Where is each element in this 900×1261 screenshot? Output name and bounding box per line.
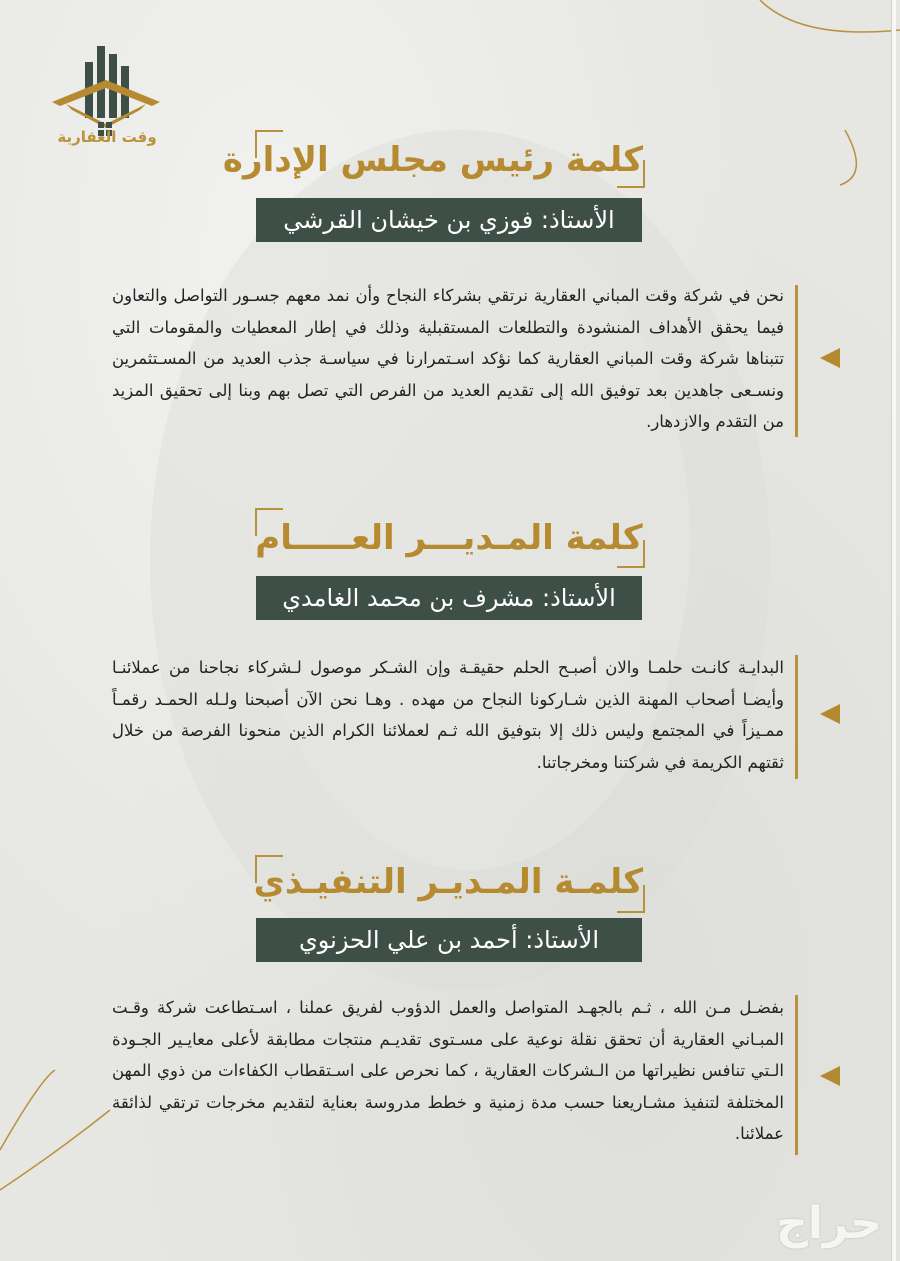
gm-heading: كلمة المـديـــر العـــــام	[255, 518, 643, 558]
chairman-heading: كلمة رئيس مجلس الإدارة	[222, 140, 643, 180]
ceo-name-bar: الأستاذ: أحمد بن علي الحزنوي	[256, 918, 642, 962]
gm-name-bar: الأستاذ: مشرف بن محمد الغامدي	[256, 576, 642, 620]
gold-divider	[795, 995, 798, 1155]
gold-triangle-icon	[820, 1066, 840, 1086]
gold-triangle-icon	[820, 348, 840, 368]
page-edge	[891, 0, 896, 1261]
logo-text: وقت العقارية	[57, 128, 157, 146]
gm-message: البدايـة كانـت حلمـا والان أصبـح الحلم حقيقـة وإن الشـكر موصول لـشركاء نجاحنا من عملائنـا وأيضـا أصحاب المهنة الذين شـاركونا النجاح من مهده . وهـا نحن الآن أصبحنا ولـله الحمـد رقمـاً ممـيزاً في المجتمع وليس ذلك إلا بتوفيق الله ثـم لعملائنا الكرام الذين منحونا الفرصة من خلال ثقتهم الكريمة في شركتنا ومخرجاتنا.	[112, 658, 784, 772]
ceo-heading: كلمـة المـديـر التنفيـذي	[253, 862, 643, 902]
gold-divider	[795, 285, 798, 437]
chairman-name-bar: الأستاذ: فوزي بن خيشان القرشي	[256, 198, 642, 242]
chairman-message: نحن في شركة وقت المباني العقارية نرتقي بشركاء النجاح وأن نمد معهم جسـور التواصل والتعاون فيما يحقق الأهداف المنشودة والتطلعات المستقبلية وذلك في إطار المعطيات والمقومات التي تتبناها شركة وقت المباني العقارية كما نؤكد اسـتمرارنا في سياسـة جذب العديد من المسـتثمرين ونسـعى جاهدين بعد توفيق الله إلى تقديم العديد من الفرص التي تصل بهم وبنا إلى تحقيق المزيد من التقدم والازدهار.	[112, 286, 784, 431]
ceo-message: بفضـل مـن الله ، ثـم بالجهـد المتواصل والعمل الدؤوب لفريق عملنا ، اسـتطاعت شركة وقـت المبـاني العقارية أن تحقق نقلة نوعية على مسـتوى تقديـم منتجات مطابقة لأعلى معايـير الجـودة الـتي تنافس نظيراتها من الـشركات العقارية ، كما نحرص على اسـتقطاب الكفاءات من ذوي المهن المختلفة لتنفيذ مشـاريعنا حسب مدة زمنية و خطط مدروسة بعناية لتقديم مخرجات ترتقي لذائقة عملائنا.	[112, 998, 784, 1143]
gold-divider	[795, 655, 798, 779]
watermark: حراج	[776, 1198, 882, 1249]
gold-triangle-icon	[820, 704, 840, 724]
